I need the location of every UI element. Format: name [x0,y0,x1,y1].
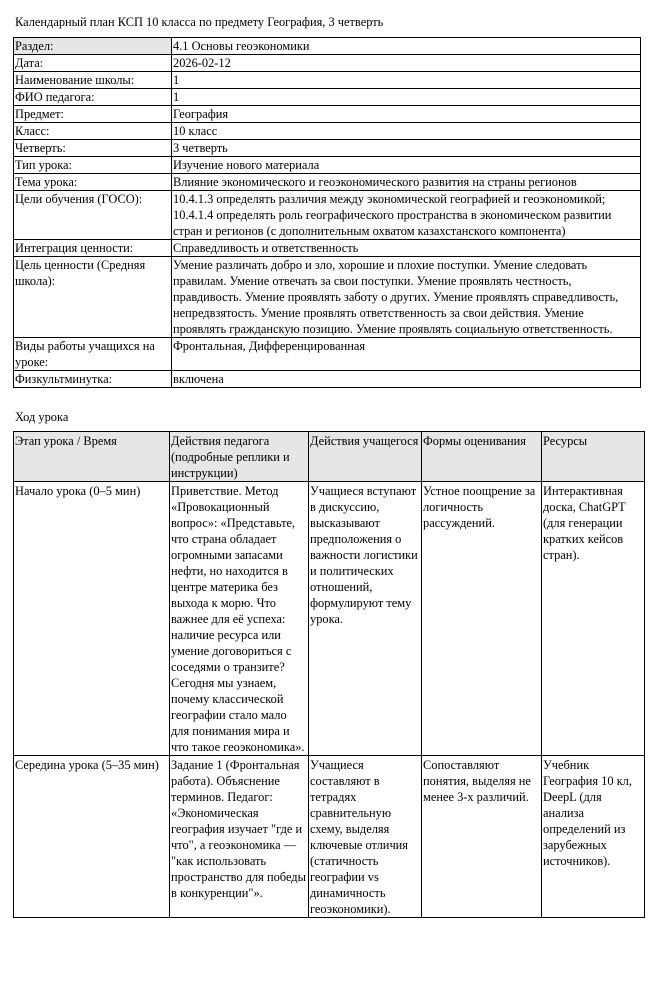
cell-stage: Начало урока (0–5 мин) [14,482,170,756]
lesson-row-start [14,482,645,756]
info-value: 10 класс [172,123,641,140]
info-label: Тема урока: [14,174,172,191]
info-row-school [14,72,641,89]
info-row-lesson-type [14,157,641,174]
info-label: Цели обучения (ГОСО): [14,191,172,240]
info-value: Умение различать добро и зло, хорошие и плохие поступки. Умение следовать правилам. Умение отвечать за свои поступки. Умение проявлять честность, правдивость. Умение проявлять заботу о других. Умение проявлять справедливость, непредвзятость. Умение проявлять ответственность за свои действия. Умение проявлять гражданскую позицию. Умение проявлять социальную ответственность. [172,257,641,338]
info-row-grade [14,123,641,140]
info-value: 1 [172,72,641,89]
info-row-date [14,55,641,72]
lesson-row-middle [14,756,645,918]
info-value: Влияние экономического и геоэкономического развития на страны регионов [172,174,641,191]
cell-teacher-actions: Задание 1 (Фронтальная работа). Объяснение терминов. Педагог: «Экономическая география изучает "где и что", а геоэкономика — "как использовать пространство для победы в конкуренции"». [170,756,309,918]
header-student-actions: Действия учащегося [309,432,422,482]
info-label: Четверть: [14,140,172,157]
info-label: Физкультминутка: [14,371,172,388]
info-row-topic [14,174,641,191]
lesson-flow-table [13,431,645,918]
info-row-section [14,38,641,55]
info-value: 4.1 Основы геоэкономики [172,38,641,55]
header-teacher-actions: Действия педагога (подробные реплики и инструкции) [170,432,309,482]
cell-student-actions: Учащиеся вступают в дискуссию, высказывают предположения о важности логистики и политических отношений, формулируют тему урока. [309,482,422,756]
info-label: Дата: [14,55,172,72]
cell-resources: Учебник География 10 кл, DeepL (для анализа определений из зарубежных источников). [542,756,645,918]
info-row-physical-break [14,371,641,388]
cell-student-actions: Учащиеся составляют в тетрадях сравнительную схему, выделяя ключевые отличия (статичность географии vs динамичность геоэкономики). [309,756,422,918]
document-title: Календарный план КСП 10 класса по предмету География, 3 четверть [15,15,384,29]
info-value: География [172,106,641,123]
info-row-value-goal [14,257,641,338]
cell-teacher-actions: Приветствие. Метод «Провокационный вопрос»: «Представьте, что страна обладает огромными запасами нефти, но находится в центре материка без выхода к морю. Что важнее для её успеха: наличие ресурса или умение договориться с соседями о транзите? Сегодня мы узнаем, почему классической географии стало мало для понимания мира и что такое геоэкономика». [170,482,309,756]
info-label: Интеграция ценности: [14,240,172,257]
cell-assessment: Устное поощрение за логичность рассуждений. [422,482,542,756]
info-value: 10.4.1.3 определять различия между экономической географией и геоэкономикой; 10.4.1.4 определять роль географического пространства в экономическом развитии стран и регионов (с дополнительным охватом казахстанского компонента) [172,191,641,240]
info-row-quarter [14,140,641,157]
info-label: Наименование школы: [14,72,172,89]
info-label: Виды работы учащихся на уроке: [14,338,172,371]
info-label: Цель ценности (Средняя школа): [14,257,172,338]
info-row-value-integration [14,240,641,257]
info-label: Раздел: [14,38,172,55]
info-label: Класс: [14,123,172,140]
info-label: Предмет: [14,106,172,123]
header-resources: Ресурсы [542,432,645,482]
info-row-teacher [14,89,641,106]
info-value: 2026-02-12 [172,55,641,72]
cell-resources: Интерактивная доска, ChatGPT (для генерации кратких кейсов стран). [542,482,645,756]
info-value: Фронтальная, Дифференцированная [172,338,641,371]
cell-stage: Середина урока (5–35 мин) [14,756,170,918]
header-assessment: Формы оценивания [422,432,542,482]
info-row-subject [14,106,641,123]
info-label: Тип урока: [14,157,172,174]
lesson-flow-heading: Ход урока [15,410,69,424]
info-value: 1 [172,89,641,106]
info-value: Изучение нового материала [172,157,641,174]
info-value: 3 четверть [172,140,641,157]
lesson-info-table [13,37,641,388]
info-row-learning-goals [14,191,641,240]
info-value: Справедливость и ответственность [172,240,641,257]
info-value: включена [172,371,641,388]
cell-assessment: Сопоставляют понятия, выделяя не менее 3-х различий. [422,756,542,918]
info-row-work-types [14,338,641,371]
lesson-header-row [14,432,645,482]
info-label: ФИО педагога: [14,89,172,106]
header-stage: Этап урока / Время [14,432,170,482]
